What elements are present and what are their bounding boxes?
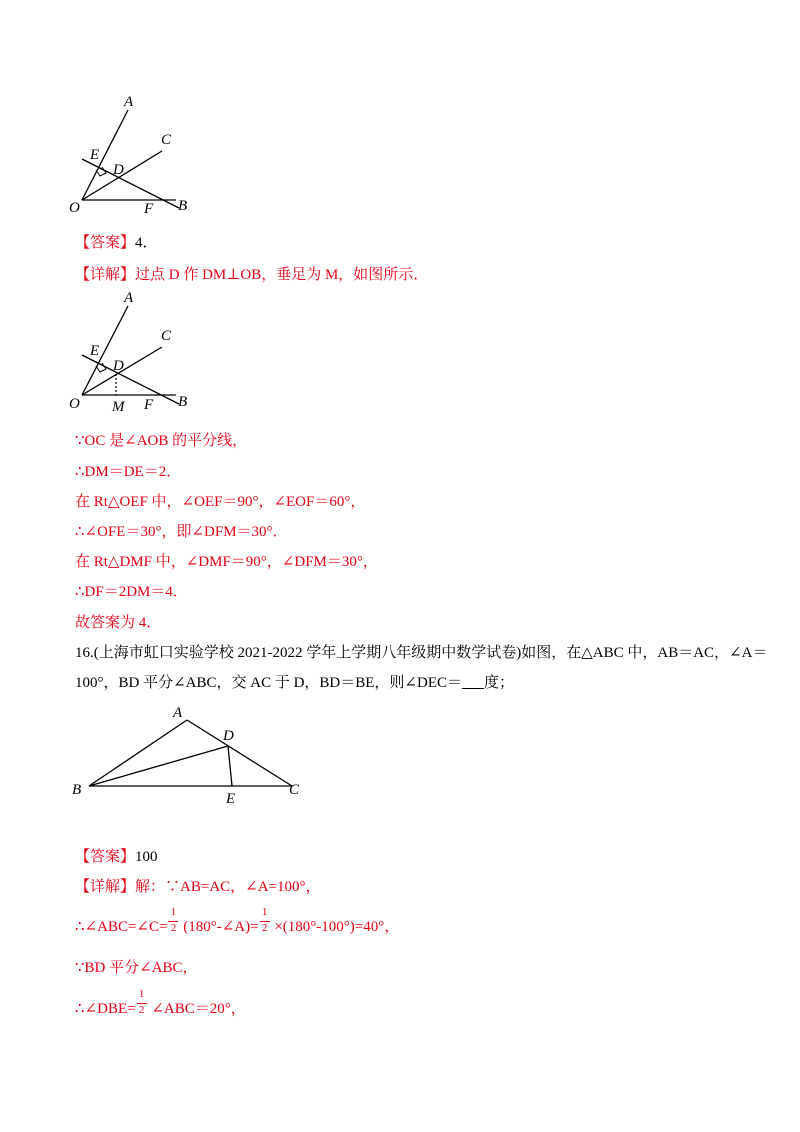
label-C: C bbox=[161, 132, 172, 148]
label-C: C bbox=[161, 328, 172, 344]
q15-answer bbox=[75, 233, 158, 253]
figure-2-svg bbox=[66, 292, 196, 414]
fraction-denominator: 2 bbox=[138, 1003, 145, 1016]
fraction-one-half bbox=[167, 905, 179, 938]
fraction-one-half bbox=[259, 905, 271, 938]
label-B: B bbox=[178, 394, 188, 410]
geometry-figure-2 bbox=[66, 292, 196, 414]
fraction-numerator: 1 bbox=[138, 987, 145, 1000]
geometry-figure-3 bbox=[66, 700, 316, 806]
label-M: M bbox=[112, 399, 125, 414]
detail-text-a: ∴∠ABC=∠C= bbox=[75, 919, 168, 935]
answer-value: 4． bbox=[135, 235, 158, 251]
label-C: C bbox=[289, 782, 300, 798]
detail-text: 解：∵AB=AC，∠A=100°， bbox=[135, 879, 321, 895]
label-D: D bbox=[223, 728, 234, 744]
q16-answer bbox=[75, 847, 158, 867]
fraction-denominator: 2 bbox=[261, 921, 268, 934]
detail-text-b: (180°-∠A)= bbox=[179, 919, 259, 935]
label-B: B bbox=[72, 782, 82, 798]
detail-text-c: ×(180°-100°)=40°， bbox=[270, 919, 400, 935]
fraction-one-half bbox=[136, 987, 148, 1020]
label-A: A bbox=[124, 96, 134, 110]
label-A: A bbox=[124, 292, 134, 306]
fraction-numerator: 1 bbox=[170, 905, 177, 918]
label-F: F bbox=[144, 397, 154, 413]
detail-text-b: ∠ABC＝20°， bbox=[147, 1001, 246, 1017]
q16-detail-line-3: ∵BD 平分∠ABC， bbox=[75, 960, 198, 976]
label-A: A bbox=[173, 705, 183, 721]
q15-step-2: ∴DM＝DE＝2． bbox=[75, 464, 182, 480]
detail-text-a: ∴∠DBE= bbox=[75, 1001, 136, 1017]
q15-step-4: ∴∠OFE＝30°，即∠DFM＝30°． bbox=[75, 524, 288, 540]
q15-step-5: 在 Rt△DMF 中，∠DMF＝90°，∠DFM＝30°， bbox=[75, 554, 378, 570]
detail-tag: 【详解】 bbox=[75, 879, 136, 895]
detail-text: 过点 D 作 DM⊥OB，垂足为 M，如图所示． bbox=[135, 267, 429, 283]
answer-tag: 【答案】 bbox=[75, 849, 136, 865]
q15-step-1: ∵OC 是∠AOB 的平分线， bbox=[75, 433, 248, 449]
fraction-numerator: 1 bbox=[261, 905, 268, 918]
answer-blank bbox=[462, 674, 484, 689]
q16-detail-line-4 bbox=[75, 987, 246, 1020]
q15-step-6: ∴DF＝2DM＝4． bbox=[75, 584, 188, 600]
label-O: O bbox=[69, 200, 80, 216]
label-B: B bbox=[178, 198, 188, 214]
label-O: O bbox=[69, 396, 80, 412]
label-F: F bbox=[144, 201, 154, 216]
q16-detail-line-2 bbox=[75, 905, 400, 938]
q16-stem-before-blank: 100°，BD 平分∠ABC，交 AC 于 D，BD＝BE，则∠DEC＝ bbox=[75, 675, 462, 691]
answer-tag: 【答案】 bbox=[75, 235, 136, 251]
answer-value: 100 bbox=[135, 849, 158, 865]
label-E: E bbox=[226, 791, 236, 806]
figure-3-svg bbox=[66, 700, 316, 806]
q16-stem-after-blank: 度； bbox=[484, 675, 515, 691]
q16-detail-line-1 bbox=[75, 877, 321, 897]
label-D: D bbox=[113, 358, 124, 374]
detail-tag: 【详解】 bbox=[75, 267, 136, 283]
q15-step-7: 故答案为 4． bbox=[75, 615, 162, 631]
figure-1-svg bbox=[66, 96, 196, 216]
q15-step-3: 在 Rt△OEF 中，∠OEF＝90°，∠EOF＝60°， bbox=[75, 494, 366, 510]
label-E: E bbox=[90, 343, 100, 359]
q16-stem-line-1: 16.(上海市虹口实验学校 2021-2022 学年上学期八年级期中数学试卷)如图，在△ABC 中，AB＝AC，∠A＝ bbox=[75, 645, 768, 661]
geometry-figure-1 bbox=[66, 96, 196, 216]
label-E: E bbox=[90, 147, 100, 163]
q16-stem-line-2 bbox=[75, 673, 514, 693]
label-D: D bbox=[113, 162, 124, 178]
q15-detail bbox=[75, 265, 428, 285]
fraction-denominator: 2 bbox=[170, 921, 177, 934]
